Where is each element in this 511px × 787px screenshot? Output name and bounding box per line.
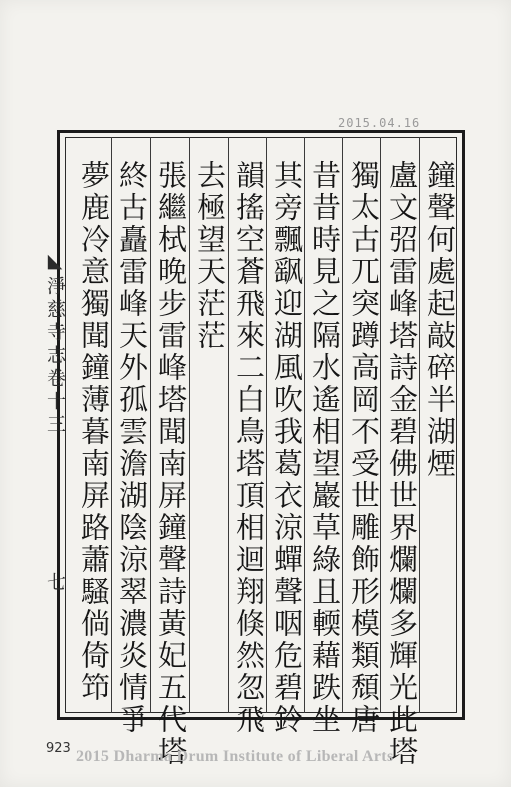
column-rule bbox=[189, 137, 190, 713]
margin-leaf-number: 七 bbox=[44, 572, 66, 595]
text-column-10: 夢鹿冷意獨聞鐘薄暮南屏路蕭騷倘倚笻 bbox=[77, 160, 111, 704]
text-column-2: 盧文弨雷峰塔詩金碧佛世界爛爛多輝光此塔 bbox=[385, 160, 419, 768]
text-column-8: 張繼栻晚步雷峰塔聞南屏鐘聲詩黃妃五代塔 bbox=[154, 160, 188, 768]
text-column-4: 昔昔時見之隔水遙相望巖草綠且輭藉跌坐 bbox=[308, 160, 342, 736]
fishtail-mark-icon: ◣ bbox=[44, 250, 66, 276]
scan-date-stamp: 2015.04.16 bbox=[338, 116, 421, 130]
text-column-1: 鐘聲何處起敲碎半湖煙 bbox=[423, 160, 457, 480]
watermark: 2015 Dharma Drum Institute of Liberal Arts bbox=[76, 748, 394, 765]
text-column-5: 其旁飄飖迎湖風吹我葛衣涼蟬聲咽危碧鈴 bbox=[270, 160, 304, 736]
text-column-3: 獨太古兀突蹲高岡不受世雕飾形模類頹唐 bbox=[347, 160, 381, 736]
margin-title-text: 淨慈寺志卷十三 bbox=[44, 276, 66, 437]
column-rule bbox=[228, 137, 229, 713]
text-column-6: 韻搖空蒼飛來二白鳥塔頂相迴翔倏然忽飛 bbox=[232, 160, 266, 736]
text-column-7: 去極望天茫茫 bbox=[193, 160, 227, 352]
margin-title bbox=[42, 250, 69, 437]
text-column-9: 終古矗雷峰天外孤雲澹湖陰涼翠濃炎情爭 bbox=[115, 160, 149, 736]
folio-number: 923 bbox=[46, 741, 71, 756]
column-rule bbox=[150, 137, 151, 713]
